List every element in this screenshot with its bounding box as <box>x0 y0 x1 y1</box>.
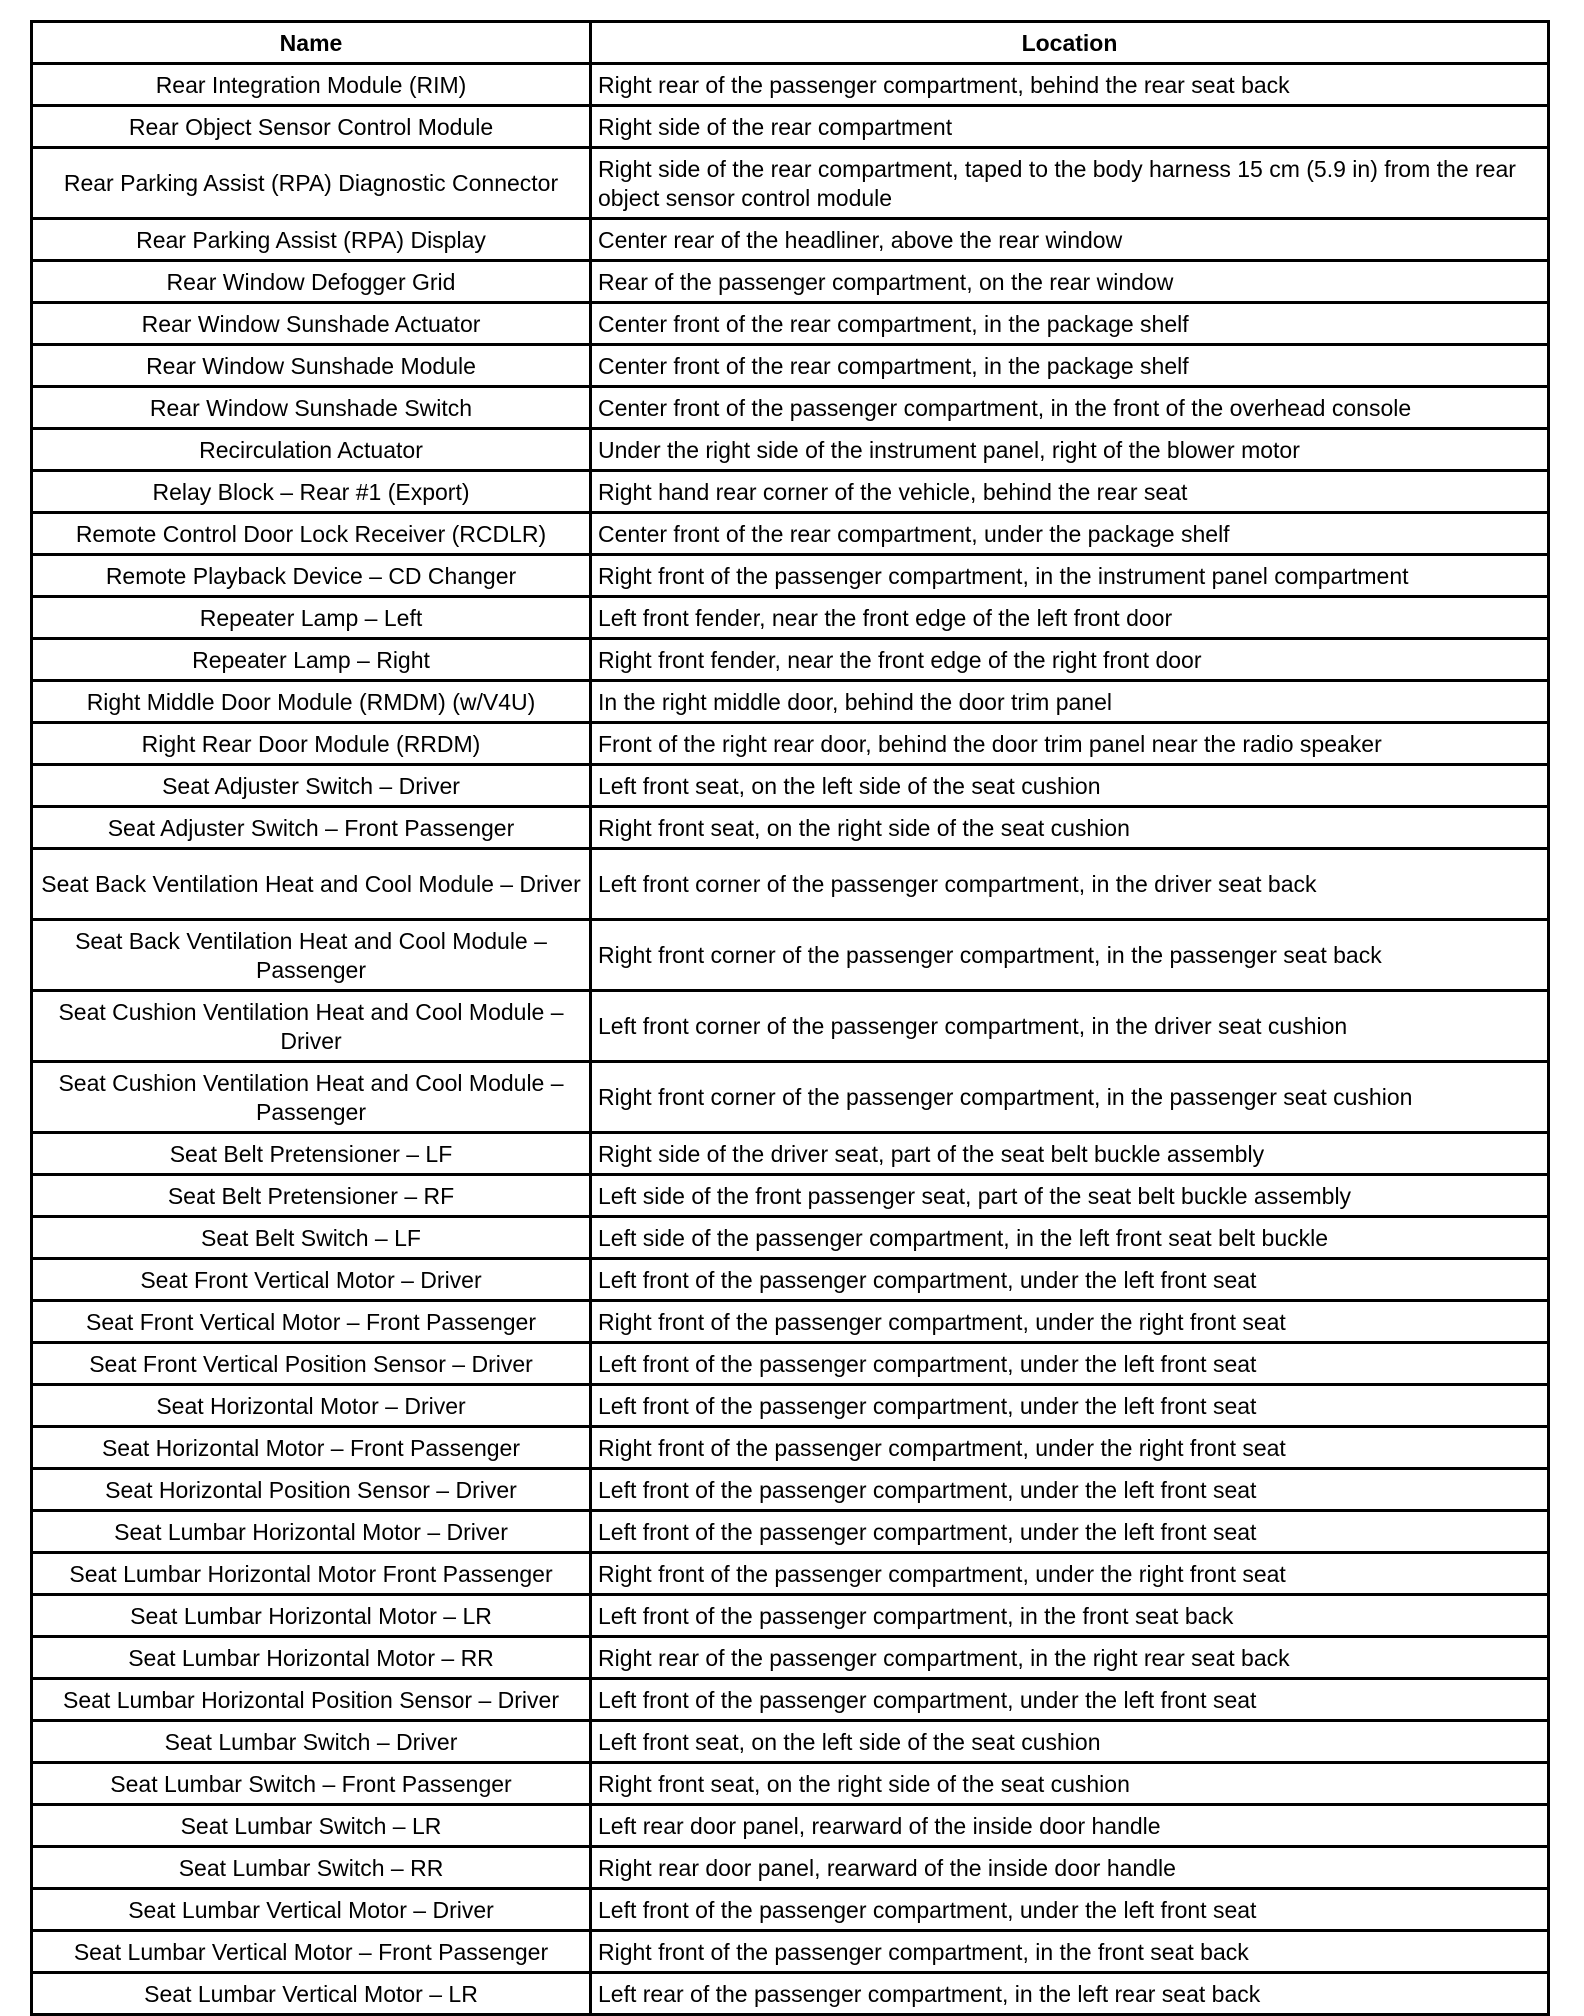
component-location-cell: Center front of the passenger compartment, in the front of the overhead console <box>591 387 1549 429</box>
table-row <box>32 1343 1549 1385</box>
component-name-cell: Seat Horizontal Position Sensor – Driver <box>32 1469 591 1511</box>
table-row <box>32 1133 1549 1175</box>
component-name-cell: Seat Back Ventilation Heat and Cool Module – Passenger <box>32 920 591 991</box>
table-row <box>32 1217 1549 1259</box>
component-name-cell: Rear Object Sensor Control Module <box>32 106 591 148</box>
component-location-cell: Right front of the passenger compartment, under the right front seat <box>591 1553 1549 1595</box>
component-location-cell: Center rear of the headliner, above the rear window <box>591 219 1549 261</box>
table-row <box>32 345 1549 387</box>
table-row <box>32 1553 1549 1595</box>
table-row <box>32 1931 1549 1973</box>
table-row <box>32 920 1549 991</box>
component-location-cell: Left rear of the passenger compartment, in the left rear seat back <box>591 1973 1549 2015</box>
table-row <box>32 1595 1549 1637</box>
component-name-cell: Seat Adjuster Switch – Driver <box>32 765 591 807</box>
component-name-cell: Seat Front Vertical Motor – Front Passenger <box>32 1301 591 1343</box>
component-location-cell: Right rear door panel, rearward of the inside door handle <box>591 1847 1549 1889</box>
table-row <box>32 1175 1549 1217</box>
component-name-cell: Remote Playback Device – CD Changer <box>32 555 591 597</box>
table-row <box>32 1427 1549 1469</box>
component-name-cell: Seat Horizontal Motor – Front Passenger <box>32 1427 591 1469</box>
component-name-cell: Seat Lumbar Switch – RR <box>32 1847 591 1889</box>
table-row <box>32 991 1549 1062</box>
table-row <box>32 106 1549 148</box>
component-name-cell: Seat Adjuster Switch – Front Passenger <box>32 807 591 849</box>
header-row <box>32 22 1549 64</box>
component-name-cell: Seat Lumbar Horizontal Motor – LR <box>32 1595 591 1637</box>
component-name-cell: Seat Lumbar Switch – LR <box>32 1805 591 1847</box>
component-location-cell: Left front of the passenger compartment, under the left front seat <box>591 1679 1549 1721</box>
component-name-cell: Rear Window Defogger Grid <box>32 261 591 303</box>
component-location-cell: Right rear of the passenger compartment, in the right rear seat back <box>591 1637 1549 1679</box>
table-row <box>32 1062 1549 1133</box>
component-name-cell: Seat Horizontal Motor – Driver <box>32 1385 591 1427</box>
component-location-cell: Center front of the rear compartment, in the package shelf <box>591 345 1549 387</box>
component-location-cell: Center front of the rear compartment, under the package shelf <box>591 513 1549 555</box>
component-location-cell: Center front of the rear compartment, in the package shelf <box>591 303 1549 345</box>
table-row <box>32 1469 1549 1511</box>
component-location-cell: Right front fender, near the front edge of the right front door <box>591 639 1549 681</box>
table-row <box>32 1259 1549 1301</box>
table-row <box>32 1805 1549 1847</box>
component-name-cell: Seat Lumbar Switch – Driver <box>32 1721 591 1763</box>
component-location-cell: Left front of the passenger compartment, under the left front seat <box>591 1259 1549 1301</box>
component-location-cell: Rear of the passenger compartment, on the rear window <box>591 261 1549 303</box>
component-location-cell: Right front of the passenger compartment, in the front seat back <box>591 1931 1549 1973</box>
component-name-cell: Seat Belt Pretensioner – RF <box>32 1175 591 1217</box>
component-location-cell: Left front fender, near the front edge of the left front door <box>591 597 1549 639</box>
component-name-cell: Repeater Lamp – Right <box>32 639 591 681</box>
table-row <box>32 807 1549 849</box>
component-location-cell: Right front corner of the passenger compartment, in the passenger seat back <box>591 920 1549 991</box>
table-row <box>32 1763 1549 1805</box>
component-location-cell: Left side of the passenger compartment, in the left front seat belt buckle <box>591 1217 1549 1259</box>
table-row <box>32 1385 1549 1427</box>
column-header-name: Name <box>32 22 591 64</box>
component-location-cell: Left front seat, on the left side of the seat cushion <box>591 1721 1549 1763</box>
component-name-cell: Seat Cushion Ventilation Heat and Cool Module – Driver <box>32 991 591 1062</box>
component-name-cell: Rear Window Sunshade Switch <box>32 387 591 429</box>
component-name-cell: Rear Parking Assist (RPA) Diagnostic Connector <box>32 148 591 219</box>
component-name-cell: Seat Belt Switch – LF <box>32 1217 591 1259</box>
component-name-cell: Seat Back Ventilation Heat and Cool Module – Driver <box>32 849 591 920</box>
table-row <box>32 261 1549 303</box>
table-row <box>32 1301 1549 1343</box>
component-location-cell: Right side of the driver seat, part of the seat belt buckle assembly <box>591 1133 1549 1175</box>
component-name-cell: Seat Front Vertical Position Sensor – Driver <box>32 1343 591 1385</box>
table-row <box>32 723 1549 765</box>
component-location-cell: Right rear of the passenger compartment, behind the rear seat back <box>591 64 1549 106</box>
component-location-cell: Right front of the passenger compartment, in the instrument panel compartment <box>591 555 1549 597</box>
table-row <box>32 765 1549 807</box>
table-row <box>32 303 1549 345</box>
component-location-cell: Right side of the rear compartment, taped to the body harness 15 cm (5.9 in) from the rear object sensor control module <box>591 148 1549 219</box>
component-location-cell: In the right middle door, behind the door trim panel <box>591 681 1549 723</box>
table-row <box>32 471 1549 513</box>
table-row <box>32 1511 1549 1553</box>
table-row <box>32 639 1549 681</box>
component-location-cell: Under the right side of the instrument panel, right of the blower motor <box>591 429 1549 471</box>
component-location-cell: Right front seat, on the right side of the seat cushion <box>591 807 1549 849</box>
component-location-cell: Left front corner of the passenger compartment, in the driver seat cushion <box>591 991 1549 1062</box>
table-row <box>32 1973 1549 2015</box>
component-location-cell: Right hand rear corner of the vehicle, behind the rear seat <box>591 471 1549 513</box>
table-row <box>32 513 1549 555</box>
component-name-cell: Seat Lumbar Horizontal Motor – RR <box>32 1637 591 1679</box>
table-row <box>32 1889 1549 1931</box>
component-location-cell: Left rear door panel, rearward of the inside door handle <box>591 1805 1549 1847</box>
table-row <box>32 148 1549 219</box>
component-name-cell: Seat Lumbar Vertical Motor – LR <box>32 1973 591 2015</box>
component-name-cell: Rear Integration Module (RIM) <box>32 64 591 106</box>
component-location-cell: Left front of the passenger compartment, under the left front seat <box>591 1889 1549 1931</box>
component-location-cell: Left front of the passenger compartment, in the front seat back <box>591 1595 1549 1637</box>
component-location-cell: Right front of the passenger compartment, under the right front seat <box>591 1301 1549 1343</box>
component-location-cell: Left front seat, on the left side of the seat cushion <box>591 765 1549 807</box>
component-location-cell: Left front of the passenger compartment, under the left front seat <box>591 1385 1549 1427</box>
component-location-cell: Left front of the passenger compartment, under the left front seat <box>591 1469 1549 1511</box>
component-name-cell: Remote Control Door Lock Receiver (RCDLR) <box>32 513 591 555</box>
component-name-cell: Seat Cushion Ventilation Heat and Cool Module – Passenger <box>32 1062 591 1133</box>
component-location-cell: Left front of the passenger compartment, under the left front seat <box>591 1343 1549 1385</box>
component-location-cell: Right front seat, on the right side of the seat cushion <box>591 1763 1549 1805</box>
component-name-cell: Rear Window Sunshade Actuator <box>32 303 591 345</box>
table-body <box>32 64 1549 2015</box>
table-row <box>32 849 1549 920</box>
component-location-cell: Left front corner of the passenger compartment, in the driver seat back <box>591 849 1549 920</box>
column-header-location: Location <box>591 22 1549 64</box>
table-row <box>32 219 1549 261</box>
table-row <box>32 1847 1549 1889</box>
table-row <box>32 1679 1549 1721</box>
component-name-cell: Seat Lumbar Horizontal Position Sensor – Driver <box>32 1679 591 1721</box>
component-location-cell: Right front corner of the passenger compartment, in the passenger seat cushion <box>591 1062 1549 1133</box>
component-name-cell: Seat Lumbar Horizontal Motor Front Passenger <box>32 1553 591 1595</box>
component-name-cell: Right Middle Door Module (RMDM) (w/V4U) <box>32 681 591 723</box>
table-row <box>32 597 1549 639</box>
component-name-cell: Rear Window Sunshade Module <box>32 345 591 387</box>
component-location-cell: Right front of the passenger compartment, under the right front seat <box>591 1427 1549 1469</box>
component-name-cell: Rear Parking Assist (RPA) Display <box>32 219 591 261</box>
table-row <box>32 681 1549 723</box>
table-row <box>32 387 1549 429</box>
component-name-cell: Seat Lumbar Switch – Front Passenger <box>32 1763 591 1805</box>
component-name-cell: Right Rear Door Module (RRDM) <box>32 723 591 765</box>
component-location-cell: Left front of the passenger compartment, under the left front seat <box>591 1511 1549 1553</box>
table-row <box>32 555 1549 597</box>
component-name-cell: Repeater Lamp – Left <box>32 597 591 639</box>
table-row <box>32 1637 1549 1679</box>
component-name-cell: Seat Lumbar Vertical Motor – Driver <box>32 1889 591 1931</box>
component-location-table <box>30 20 1550 2016</box>
component-name-cell: Seat Lumbar Horizontal Motor – Driver <box>32 1511 591 1553</box>
component-name-cell: Seat Belt Pretensioner – LF <box>32 1133 591 1175</box>
component-name-cell: Recirculation Actuator <box>32 429 591 471</box>
component-location-cell: Front of the right rear door, behind the door trim panel near the radio speaker <box>591 723 1549 765</box>
component-location-cell: Left side of the front passenger seat, part of the seat belt buckle assembly <box>591 1175 1549 1217</box>
component-location-cell: Right side of the rear compartment <box>591 106 1549 148</box>
component-name-cell: Seat Lumbar Vertical Motor – Front Passenger <box>32 1931 591 1973</box>
table-row <box>32 64 1549 106</box>
component-name-cell: Relay Block – Rear #1 (Export) <box>32 471 591 513</box>
table-row <box>32 1721 1549 1763</box>
table-row <box>32 429 1549 471</box>
component-name-cell: Seat Front Vertical Motor – Driver <box>32 1259 591 1301</box>
